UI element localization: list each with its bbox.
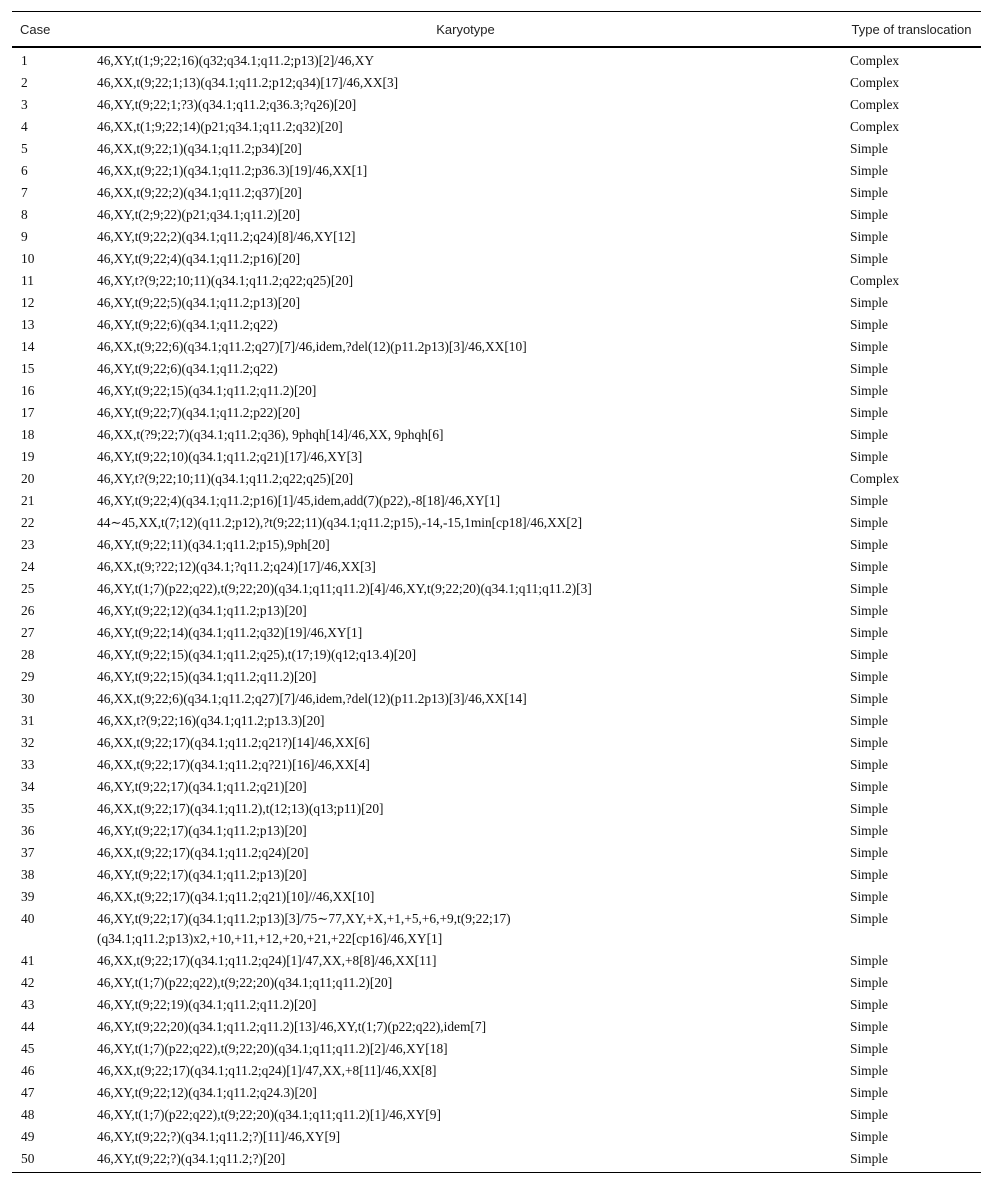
table-row xyxy=(12,666,981,688)
case-cell: 5 xyxy=(21,141,28,156)
translocation-type-cell: Simple xyxy=(850,251,888,266)
translocation-type-cell: Simple xyxy=(850,427,888,442)
case-cell: 26 xyxy=(21,603,35,618)
translocation-type-cell: Simple xyxy=(850,207,888,222)
translocation-type-cell: Simple xyxy=(850,953,888,968)
karyotype-cell: 46,XY,t(9;22;4)(q34.1;q11.2;p16)[20] xyxy=(97,251,301,266)
case-cell: 40 xyxy=(21,911,35,926)
table-row xyxy=(12,512,981,534)
karyotype-cell: 46,XY,t(9;22;11)(q34.1;q11.2;p15),9ph[20] xyxy=(97,537,330,552)
translocation-type-cell: Simple xyxy=(850,537,888,552)
translocation-type-cell: Simple xyxy=(850,867,888,882)
header-type-of-translocation: Type of translocation xyxy=(851,22,972,37)
header-karyotype: Karyotype xyxy=(436,22,495,37)
karyotype-cell: 46,XX,t(9;?22;12)(q34.1;?q11.2;q24)[17]/46,XX[3] xyxy=(97,559,376,574)
translocation-type-cell: Complex xyxy=(850,53,900,68)
translocation-type-cell: Simple xyxy=(850,339,888,354)
case-cell: 15 xyxy=(21,361,35,376)
karyotype-cell: 46,XY,t(9;22;?)(q34.1;q11.2;?)[11]/46,XY[9] xyxy=(97,1129,341,1144)
translocation-type-cell: Simple xyxy=(850,1151,888,1166)
karyotype-cell: 46,XX,t(9;22;17)(q34.1;q11.2;q?21)[16]/46,XX[4] xyxy=(97,757,370,772)
table-row xyxy=(12,754,981,776)
table-row xyxy=(12,1060,981,1082)
karyotype-cell: 46,XY,t(9;22;6)(q34.1;q11.2;q22) xyxy=(97,361,278,376)
table-row xyxy=(12,1148,981,1173)
translocation-type-cell: Complex xyxy=(850,119,900,134)
header-row xyxy=(12,12,981,48)
translocation-type-cell: Simple xyxy=(850,493,888,508)
table-row xyxy=(12,182,981,204)
translocation-type-cell: Simple xyxy=(850,141,888,156)
table-row xyxy=(12,468,981,490)
case-cell: 1 xyxy=(21,53,28,68)
case-cell: 48 xyxy=(21,1107,35,1122)
table-row xyxy=(12,994,981,1016)
karyotype-cell: 46,XX,t?(9;22;16)(q34.1;q11.2;p13.3)[20] xyxy=(97,713,325,728)
case-cell: 45 xyxy=(21,1041,35,1056)
table-row xyxy=(12,1104,981,1126)
table-row xyxy=(12,160,981,182)
case-cell: 32 xyxy=(21,735,35,750)
case-cell: 9 xyxy=(21,229,28,244)
translocation-type-cell: Simple xyxy=(850,1019,888,1034)
translocation-type-cell: Simple xyxy=(850,295,888,310)
karyotype-cell: 46,XY,t(9;22;17)(q34.1;q11.2;p13)[20] xyxy=(97,867,307,882)
karyotype-cell: 46,XX,t(9;22;17)(q34.1;q11.2),t(12;13)(q13;p11)[20] xyxy=(97,801,384,816)
table-row xyxy=(12,72,981,94)
karyotype-cell: 46,XY,t(9;22;19)(q34.1;q11.2;q11.2)[20] xyxy=(97,997,317,1012)
table-row xyxy=(12,1016,981,1038)
translocation-type-cell: Simple xyxy=(850,405,888,420)
karyotype-cell: 46,XX,t(9;22;17)(q34.1;q11.2;q24)[20] xyxy=(97,845,309,860)
table-header xyxy=(12,12,981,48)
translocation-type-cell: Complex xyxy=(850,273,900,288)
case-cell: 29 xyxy=(21,669,35,684)
translocation-type-cell: Simple xyxy=(850,603,888,618)
case-cell: 4 xyxy=(21,119,28,134)
karyotype-cell: 46,XY,t(9;22;4)(q34.1;q11.2;p16)[1]/45,idem,add(7)(p22),-8[18]/46,XY[1] xyxy=(97,493,501,508)
table-row xyxy=(12,490,981,512)
translocation-type-cell: Simple xyxy=(850,1063,888,1078)
karyotype-cell: 46,XY,t(9;22;17)(q34.1;q11.2;p13)[3]/75∼77,XY,+X,+1,+5,+6,+9,t(9;22;17) (q34.1;q11.2;p13)x2,+10,+11,+12,+20,+21,+22[cp16]/46,XY[1] xyxy=(97,911,511,946)
table-row xyxy=(12,138,981,160)
table-row xyxy=(12,1126,981,1148)
translocation-type-cell: Simple xyxy=(850,997,888,1012)
karyotype-cell: 46,XY,t(1;7)(p22;q22),t(9;22;20)(q34.1;q11;q11.2)[20] xyxy=(97,975,393,990)
case-cell: 24 xyxy=(21,559,35,574)
table-row xyxy=(12,314,981,336)
case-cell: 47 xyxy=(21,1085,35,1100)
table-row xyxy=(12,688,981,710)
karyotype-cell: 46,XX,t(?9;22;7)(q34.1;q11.2;q36), 9phqh[14]/46,XX, 9phqh[6] xyxy=(97,427,444,442)
case-cell: 19 xyxy=(21,449,35,464)
case-cell: 10 xyxy=(21,251,35,266)
table-row xyxy=(12,864,981,886)
case-cell: 42 xyxy=(21,975,35,990)
case-cell: 36 xyxy=(21,823,35,838)
table-row xyxy=(12,336,981,358)
case-cell: 14 xyxy=(21,339,35,354)
case-cell: 12 xyxy=(21,295,35,310)
table-body xyxy=(12,47,981,1173)
karyotype-cell: 46,XX,t(9;22;6)(q34.1;q11.2;q27)[7]/46,idem,?del(12)(p11.2p13)[3]/46,XX[10] xyxy=(97,339,527,354)
karyotype-cell: 46,XY,t(1;9;22;16)(q32;q34.1;q11.2;p13)[2]/46,XY xyxy=(97,53,375,68)
table-row xyxy=(12,842,981,864)
translocation-type-cell: Simple xyxy=(850,975,888,990)
case-cell: 44 xyxy=(21,1019,35,1034)
karyotype-cell: 46,XX,t(9;22;17)(q34.1;q11.2;q21?)[14]/46,XX[6] xyxy=(97,735,370,750)
karyotype-cell: 46,XX,t(9;22;17)(q34.1;q11.2;q24)[1]/47,XX,+8[11]/46,XX[8] xyxy=(97,1063,437,1078)
case-cell: 34 xyxy=(21,779,35,794)
karyotype-cell: 46,XY,t(9;22;17)(q34.1;q11.2;q21)[20] xyxy=(97,779,307,794)
translocation-type-cell: Complex xyxy=(850,97,900,112)
translocation-type-cell: Simple xyxy=(850,691,888,706)
case-cell: 22 xyxy=(21,515,35,530)
case-cell: 13 xyxy=(21,317,35,332)
table-row xyxy=(12,556,981,578)
case-cell: 2 xyxy=(21,75,28,90)
table-row xyxy=(12,1038,981,1060)
karyotype-cell: 46,XY,t(1;7)(p22;q22),t(9;22;20)(q34.1;q11;q11.2)[2]/46,XY[18] xyxy=(97,1041,448,1056)
case-cell: 8 xyxy=(21,207,28,222)
translocation-type-cell: Simple xyxy=(850,361,888,376)
karyotype-cell: 46,XY,t(9;22;15)(q34.1;q11.2;q25),t(17;19)(q12;q13.4)[20] xyxy=(97,647,417,662)
karyotype-cell: 46,XY,t?(9;22;10;11)(q34.1;q11.2;q22;q25)[20] xyxy=(97,273,354,288)
case-cell: 3 xyxy=(21,97,28,112)
table-row xyxy=(12,578,981,600)
case-cell: 21 xyxy=(21,493,35,508)
karyotype-cell: 46,XY,t(2;9;22)(p21;q34.1;q11.2)[20] xyxy=(97,207,301,222)
table-row xyxy=(12,402,981,424)
karyotype-cell: 46,XX,t(9;22;2)(q34.1;q11.2;q37)[20] xyxy=(97,185,302,200)
table-row xyxy=(12,820,981,842)
translocation-type-cell: Simple xyxy=(850,1107,888,1122)
table-row xyxy=(12,908,981,950)
karyotype-cell: 46,XY,t(9;22;12)(q34.1;q11.2;q24.3)[20] xyxy=(97,1085,317,1100)
table-row xyxy=(12,94,981,116)
karyotype-cell: 46,XY,t(9;22;6)(q34.1;q11.2;q22) xyxy=(97,317,278,332)
translocation-type-cell: Simple xyxy=(850,581,888,596)
karyotype-cell: 46,XY,t?(9;22;10;11)(q34.1;q11.2;q22;q25)[20] xyxy=(97,471,354,486)
karyotype-cell: 46,XY,t(9;22;15)(q34.1;q11.2;q11.2)[20] xyxy=(97,669,317,684)
karyotype-cell: 46,XX,t(9;22;1)(q34.1;q11.2;p34)[20] xyxy=(97,141,302,156)
karyotype-cell: 46,XX,t(1;9;22;14)(p21;q34.1;q11.2;q32)[20] xyxy=(97,119,343,134)
table-row xyxy=(12,226,981,248)
case-cell: 31 xyxy=(21,713,35,728)
case-cell: 17 xyxy=(21,405,35,420)
karyotype-cell: 46,XX,t(9;22;17)(q34.1;q11.2;q24)[1]/47,XX,+8[8]/46,XX[11] xyxy=(97,953,437,968)
table-row xyxy=(12,380,981,402)
translocation-type-cell: Complex xyxy=(850,471,900,486)
karyotype-cell: 46,XY,t(9;22;5)(q34.1;q11.2;p13)[20] xyxy=(97,295,301,310)
karyotype-cell: 46,XX,t(9;22;1;13)(q34.1;q11.2;p12;q34)[17]/46,XX[3] xyxy=(97,75,399,90)
translocation-type-cell: Simple xyxy=(850,185,888,200)
case-cell: 20 xyxy=(21,471,35,486)
case-cell: 39 xyxy=(21,889,35,904)
table-row xyxy=(12,972,981,994)
table-row xyxy=(12,776,981,798)
karyotype-cell: 46,XY,t(9;22;15)(q34.1;q11.2;q11.2)[20] xyxy=(97,383,317,398)
translocation-type-cell: Simple xyxy=(850,1041,888,1056)
translocation-type-cell: Simple xyxy=(850,229,888,244)
table-row xyxy=(12,292,981,314)
translocation-type-cell: Simple xyxy=(850,383,888,398)
translocation-type-cell: Complex xyxy=(850,75,900,90)
table-row xyxy=(12,798,981,820)
karyotype-cell: 46,XY,t(1;7)(p22;q22),t(9;22;20)(q34.1;q11;q11.2)[4]/46,XY,t(9;22;20)(q34.1;q11;q11.2)[3] xyxy=(97,581,592,596)
translocation-type-cell: Simple xyxy=(850,713,888,728)
case-cell: 28 xyxy=(21,647,35,662)
karyotype-cell: 46,XY,t(9;22;7)(q34.1;q11.2;p22)[20] xyxy=(97,405,301,420)
karyotype-cell: 46,XY,t(9;22;1;?3)(q34.1;q11.2;q36.3;?q26)[20] xyxy=(97,97,357,112)
case-cell: 16 xyxy=(21,383,35,398)
karyotype-cell: 46,XX,t(9;22;1)(q34.1;q11.2;p36.3)[19]/46,XX[1] xyxy=(97,163,368,178)
case-cell: 11 xyxy=(21,273,34,288)
case-cell: 30 xyxy=(21,691,35,706)
translocation-type-cell: Simple xyxy=(850,449,888,464)
translocation-type-cell: Simple xyxy=(850,1129,888,1144)
case-cell: 6 xyxy=(21,163,28,178)
translocation-type-cell: Simple xyxy=(850,1085,888,1100)
table-row xyxy=(12,248,981,270)
translocation-type-cell: Simple xyxy=(850,801,888,816)
translocation-type-cell: Simple xyxy=(850,735,888,750)
karyotype-cell: 46,XY,t(9;22;14)(q34.1;q11.2;q32)[19]/46,XY[1] xyxy=(97,625,363,640)
table-row xyxy=(12,644,981,666)
case-cell: 46 xyxy=(21,1063,35,1078)
karyotype-table-container xyxy=(12,11,981,1173)
case-cell: 7 xyxy=(21,185,28,200)
case-cell: 23 xyxy=(21,537,35,552)
table-row xyxy=(12,950,981,972)
case-cell: 38 xyxy=(21,867,35,882)
translocation-type-cell: Simple xyxy=(850,163,888,178)
table-row xyxy=(12,116,981,138)
table-row xyxy=(12,47,981,72)
case-cell: 33 xyxy=(21,757,35,772)
translocation-type-cell: Simple xyxy=(850,515,888,530)
table-row xyxy=(12,886,981,908)
table-row xyxy=(12,270,981,292)
case-cell: 43 xyxy=(21,997,35,1012)
table-row xyxy=(12,710,981,732)
translocation-type-cell: Simple xyxy=(850,669,888,684)
karyotype-cell: 46,XY,t(9;22;10)(q34.1;q11.2;q21)[17]/46,XY[3] xyxy=(97,449,363,464)
translocation-type-cell: Simple xyxy=(850,317,888,332)
translocation-type-cell: Simple xyxy=(850,845,888,860)
case-cell: 37 xyxy=(21,845,35,860)
karyotype-cell: 46,XX,t(9;22;17)(q34.1;q11.2;q21)[10]//46,XX[10] xyxy=(97,889,375,904)
case-cell: 41 xyxy=(21,953,35,968)
table-row xyxy=(12,204,981,226)
case-cell: 27 xyxy=(21,625,35,640)
translocation-type-cell: Simple xyxy=(850,889,888,904)
case-cell: 50 xyxy=(21,1151,35,1166)
case-cell: 35 xyxy=(21,801,35,816)
table-row xyxy=(12,424,981,446)
table-row xyxy=(12,446,981,468)
karyotype-table xyxy=(12,11,981,1173)
karyotype-cell: 46,XY,t(9;22;17)(q34.1;q11.2;p13)[20] xyxy=(97,823,307,838)
translocation-type-cell: Simple xyxy=(850,647,888,662)
table-row xyxy=(12,1082,981,1104)
table-row xyxy=(12,732,981,754)
karyotype-cell: 46,XY,t(9;22;?)(q34.1;q11.2;?)[20] xyxy=(97,1151,286,1166)
karyotype-cell: 46,XY,t(9;22;12)(q34.1;q11.2;p13)[20] xyxy=(97,603,307,618)
case-cell: 49 xyxy=(21,1129,35,1144)
table-row xyxy=(12,600,981,622)
translocation-type-cell: Simple xyxy=(850,779,888,794)
case-cell: 18 xyxy=(21,427,35,442)
karyotype-cell: 46,XX,t(9;22;6)(q34.1;q11.2;q27)[7]/46,idem,?del(12)(p11.2p13)[3]/46,XX[14] xyxy=(97,691,527,706)
karyotype-cell: 46,XY,t(1;7)(p22;q22),t(9;22;20)(q34.1;q11;q11.2)[1]/46,XY[9] xyxy=(97,1107,441,1122)
header-case: Case xyxy=(20,22,51,37)
karyotype-cell: 46,XY,t(9;22;2)(q34.1;q11.2;q24)[8]/46,XY[12] xyxy=(97,229,356,244)
translocation-type-cell: Simple xyxy=(850,625,888,640)
translocation-type-cell: Simple xyxy=(850,757,888,772)
translocation-type-cell: Simple xyxy=(850,823,888,838)
table-row xyxy=(12,622,981,644)
translocation-type-cell: Simple xyxy=(850,559,888,574)
case-cell: 25 xyxy=(21,581,35,596)
karyotype-cell: 44∼45,XX,t(7;12)(q11.2;p12),?t(9;22;11)(q34.1;q11.2;p15),-14,-15,1min[cp18]/46,XX[2] xyxy=(97,515,583,530)
translocation-type-cell: Simple xyxy=(850,911,888,926)
table-row xyxy=(12,358,981,380)
table-row xyxy=(12,534,981,556)
karyotype-cell: 46,XY,t(9;22;20)(q34.1;q11.2;q11.2)[13]/46,XY,t(1;7)(p22;q22),idem[7] xyxy=(97,1019,487,1034)
